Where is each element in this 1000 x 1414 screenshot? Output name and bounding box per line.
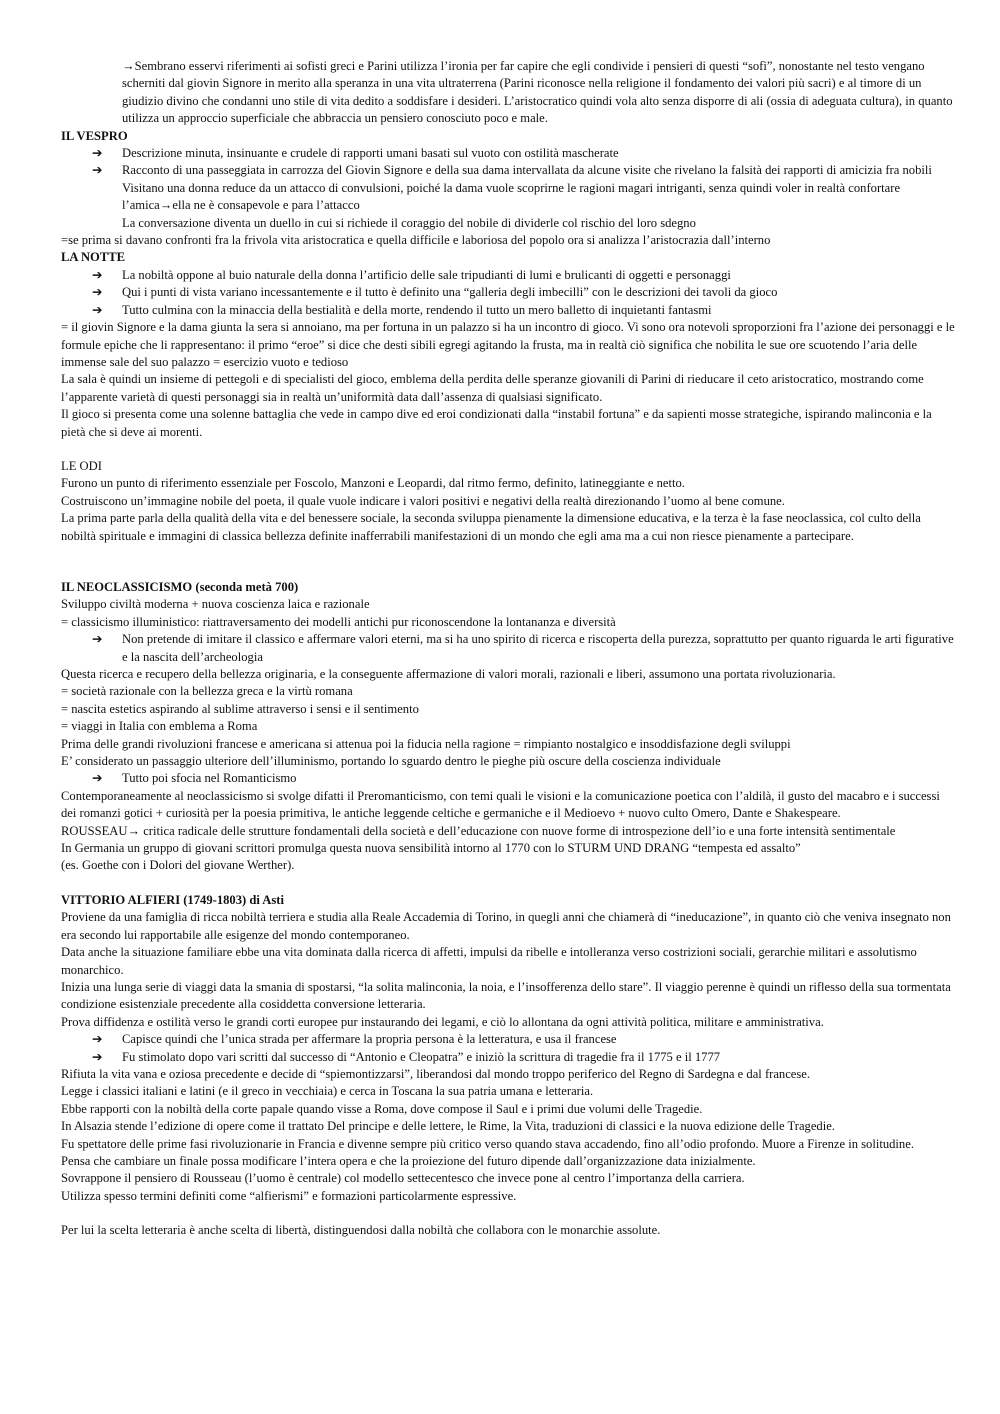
- arrow-icon: ➔: [92, 632, 103, 647]
- notte-paragraph: Il gioco si presenta come una solenne battaglia che vede in campo dive ed eroi condizionati dalla “instabil fortuna” e da sapienti mosse strategiche, ispirando malinconia e la pietà che si deve ai morenti.: [61, 407, 932, 439]
- alfieri-line: Sovrappone il pensiero di Rousseau (l’uomo è centrale) col modello settecentesco che invece pone al centro l’importanza della carriera.: [61, 1171, 745, 1186]
- arrow-icon: ➔: [92, 771, 103, 786]
- document-page: [61, 58, 956, 1240]
- section-title-vespro: IL VESPRO: [61, 128, 128, 143]
- arrow-icon: ➔: [92, 146, 103, 161]
- section-title-odi: LE ODI: [61, 458, 102, 473]
- section-title-notte: LA NOTTE: [61, 250, 126, 265]
- alfieri-line: Fu spettatore delle prime fasi rivoluzionarie in Francia e divenne sempre più critico verso quando stava accadendo, fino all’odio profondo. Muore a Firenze in solitudine.: [61, 1136, 914, 1151]
- arrow-icon: ➔: [92, 1032, 103, 1047]
- list-item: ➔ Tutto poi sfocia nel Romanticismo: [61, 770, 956, 787]
- vespro-summary: =se prima si davano confronti fra la frivola vita aristocratica e quella difficile e laboriosa del popolo ora si analizza l’aristocrazia dall’interno: [61, 233, 771, 248]
- neo-line: In Germania un gruppo di giovani scrittori promulga questa nuova sensibilità intorno al 1770 con lo STURM UND DRANG “tempesta ed assalto”: [61, 841, 801, 856]
- vespro-sub-paragraph: Visitano una donna reduce da un attacco di convulsioni, poiché la dama vuole scoprirne le ragioni magari intriganti, senza quindi voler in realtà confortare l’amica→ella ne è consapevole e para l’attacco: [122, 180, 901, 213]
- neo-line: = nascita estetics aspirando al sublime attraverso i sensi e il sentimento: [61, 701, 419, 716]
- neo-line: = viaggi in Italia con emblema a Roma: [61, 719, 258, 734]
- list-item: ➔ Descrizione minuta, insinuante e crudele di rapporti umani basati sul vuoto con ostilità mascherate: [61, 145, 956, 162]
- neo-line: Prima delle grandi rivoluzioni francese e americana si attenua poi la fiducia nella ragione = rimpianto nostalgico e insoddisfazione degli sviluppi: [61, 736, 791, 751]
- alfieri-line: Legge i classici italiani e latini (e il greco in vecchiaia) e cerca in Toscana la sua patria umana e letteraria.: [61, 1084, 594, 1099]
- list-item: ➔ Capisce quindi che l’unica strada per affermare la propria persona è la letteratura, e usa il francese: [61, 1031, 956, 1048]
- alfieri-line: Per lui la scelta letteraria è anche scelta di libertà, distinguendosi dalla nobiltà che collabora con le monarchie assolute.: [61, 1223, 661, 1238]
- section-title-alfieri: VITTORIO ALFIERI (1749-1803) di Asti: [61, 892, 284, 907]
- list-item: ➔ Tutto culmina con la minaccia della bestialità e della morte, rendendo il tutto un mero balletto di inquietanti fantasmi: [61, 302, 956, 319]
- alfieri-line: Proviene da una famiglia di ricca nobiltà terriera e studia alla Reale Accademia di Torino, in quegli anni che chiamerà di “ineducazione”, in quanto ciò che veniva insegnato non era secondo lui rapportabile alle esigenze del mondo contemporaneo.: [61, 910, 951, 942]
- list-item: ➔ Fu stimolato dopo vari scritti dal successo di “Antonio e Cleopatra” e iniziò la scrittura di tragedie fra il 1775 e il 1777: [61, 1049, 956, 1066]
- alfieri-line: In Alsazia stende l’edizione di opere come il trattato Del principe e delle lettere, le Rime, la Vita, traduzioni di classici e la nuova edizione delle Tragedie.: [61, 1119, 835, 1134]
- list-item: ➔ Qui i punti di vista variano incessantemente e il tutto è definito una “galleria degli imbecilli” con le descrizioni dei tavoli da gioco: [61, 284, 956, 301]
- alfieri-line: Rifiuta la vita vana e oziosa precedente e decide di “spiemontizzarsi”, liberandosi dal mondo troppo periferico del Regno di Sardegna e dal francese.: [61, 1066, 811, 1081]
- alfieri-line: Utilizza spesso termini definiti come “alfierismi” e formazioni particolarmente espressive.: [61, 1188, 517, 1203]
- vespro-sub-paragraph: La conversazione diventa un duello in cui si richiede il coraggio del nobile di dividerle col rischio del loro sdegno: [122, 215, 696, 230]
- neo-line: Sviluppo civiltà moderna + nuova coscienza laica e razionale: [61, 597, 370, 612]
- alfieri-line: Data anche la situazione familiare ebbe una vita dominata dalla ricerca di affetti, impulsi da ribelle e intolleranza verso costrizioni sociali, gerarchie militari e assolutismo monarchico.: [61, 945, 917, 977]
- alfieri-line: Prova diffidenza e ostilità verso le grandi corti europee pur instaurando dei legami, e ciò lo allontana da ogni attività politica, militare e amministrativa.: [61, 1014, 824, 1029]
- arrow-icon: ➔: [92, 267, 103, 282]
- neo-line: ROUSSEAU→ critica radicale delle strutture fondamentali della società e dell’educazione con nuove forme di introspezione dell’io e una forte intensità sentimentale: [61, 823, 896, 838]
- neo-line: (es. Goethe con i Dolori del giovane Werther).: [61, 858, 295, 873]
- notte-paragraph: = il giovin Signore e la dama giunta la sera si annoiano, ma per fortuna in un palazzo si ha un incontro di gioco. Vi sono ora notevoli sproporzioni fra l’azione dei personaggi e le formule epiche che li rappresentano: il primo “eroe” si dice che desti sibili egregi agitando la frusta, ma in realtà ciò significa che nobilita le sue ore scuotendo l’aria delle immense sale del suo palazzo = esercizio vuoto e tedioso: [61, 320, 955, 369]
- alfieri-line: Pensa che cambiare un finale possa modificare l’intera opera e che la proiezione del futuro dipende dall’organizzazione data inizialmente.: [61, 1153, 756, 1168]
- list-item: ➔ La nobiltà oppone al buio naturale della donna l’artificio delle sale tripudianti di lumi e brulicanti di oggetti e personaggi: [61, 267, 956, 284]
- odi-paragraph: Costruiscono un’immagine nobile del poeta, il quale vuole indicare i valori positivi e negativi della realtà direzionando l’uomo al bene comune.: [61, 493, 785, 508]
- section-title-neoclassicismo: IL NEOCLASSICISMO (seconda metà 700): [61, 579, 299, 594]
- arrow-icon: ➔: [92, 1049, 103, 1064]
- arrow-icon: ➔: [92, 163, 103, 178]
- neo-line: = classicismo illuministico: riattraversamento dei modelli antichi pur riconoscendone la lontananza e diversità: [61, 614, 616, 629]
- list-item: ➔ Non pretende di imitare il classico e affermare valori eterni, ma si ha uno spirito di ricerca e riscoperta della purezza, soprattutto per quanto riguarda le arti figurative e la nascita dell’archeologia: [92, 632, 954, 664]
- list-item: ➔ Racconto di una passeggiata in carrozza del Giovin Signore e della sua dama intervallata da alcune visite che rivelano la falsità dei rapporti di amicizia fra nobili: [61, 162, 956, 179]
- alfieri-line: Inizia una lunga serie di viaggi data la smania di spostarsi, “la solita malinconia, la noia, e l’insofferenza dello stare”. Il viaggio perenne è quindi un riflesso della sua tormentata condizione esistenziale precedente alla cosiddetta conversione letteraria.: [61, 979, 951, 1012]
- odi-paragraph: La prima parte parla della qualità della vita e del benessere sociale, la seconda sviluppa pienamente la dimensione educativa, e la terza è la fase neoclassica, col culto della nobiltà spirituale e immagini di classica bellezza definite inafferrabili manifestazioni di un mondo che egli ama ma a cui non riesce pienamente a partecipare.: [61, 511, 921, 543]
- alfieri-line: Ebbe rapporti con la nobiltà della corte papale quando visse a Roma, dove compose il Saul e i primi due volumi delle Tragedie.: [61, 1101, 703, 1116]
- arrow-icon: ➔: [92, 285, 103, 300]
- neo-line: E’ considerato un passaggio ulteriore dell’illuminismo, portando lo sguardo dentro le pieghe più oscure della coscienza individuale: [61, 754, 721, 769]
- neo-line: = società razionale con la bellezza greca e la virtù romana: [61, 684, 353, 699]
- odi-paragraph: Furono un punto di riferimento essenziale per Foscolo, Manzoni e Leopardi, dal ritmo fermo, definito, latineggiante e netto.: [61, 476, 685, 491]
- intro-paragraph: →Sembrano esservi riferimenti ai sofisti greci e Parini utilizza l’ironia per far capire che egli condivide i pensieri di questi “sofì”, nonostante nel testo vengano scherniti dal giovin Signore in merito alla speranza in una vita ultraterrena (Parini riconosce nella religione il fondamento dei valori più sacri) e al timore di un giudizio divino che condanni uno stile di vita dedito a soddisfare i desideri. L’aristocratico quindi vola alto senza disporre di ali (ossia di adeguata cultura), in quanto utilizza un approccio superficiale che abbraccia un pensiero conosciuto poco e male.: [122, 59, 953, 126]
- arrow-icon: ➔: [92, 302, 103, 317]
- neo-line: Contemporaneamente al neoclassicismo si svolge difatti il Preromanticismo, con temi quali le visioni e la comunicazione poetica con l’aldilà, il gusto del macabro e i successi dei romanzi gotici + curiosità per la poesia primitiva, le antiche leggende celtiche e germaniche e il Medioevo + nuovo culto Omero, Dante e Shakespeare.: [61, 788, 940, 821]
- neo-line: Questa ricerca e recupero della bellezza originaria, e la conseguente affermazione di valori morali, razionali e liberi, assumono una portata rivoluzionaria.: [61, 667, 836, 681]
- notte-paragraph: La sala è quindi un insieme di pettegoli e di specialisti del gioco, emblema della perdita delle speranze giovanili di Parini di rieducare il ceto aristocratico, mostrando come l’apparente varietà di questi personaggi sia in realtà un’uniformità data dall’assenza di qualsiasi significato.: [61, 372, 924, 404]
